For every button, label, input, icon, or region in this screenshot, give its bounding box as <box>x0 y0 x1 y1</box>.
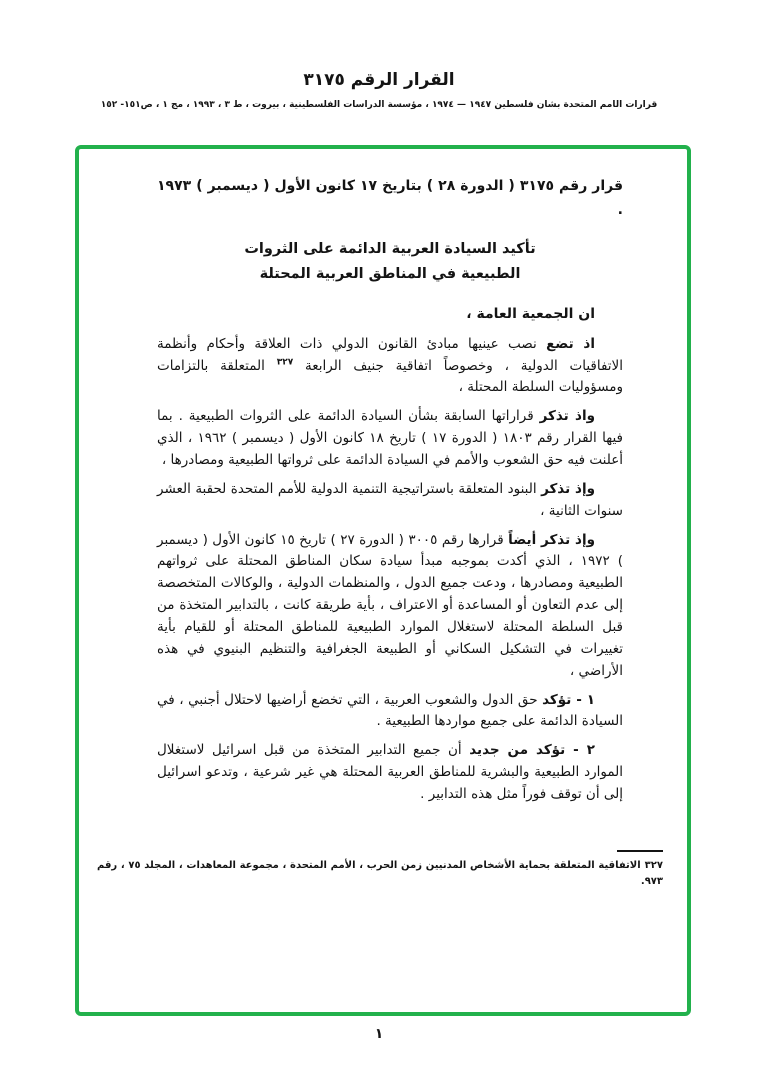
paragraph-text: المتعلقة بالتزامات ومسؤوليات السلطة المحتلة ، <box>157 357 623 396</box>
resolution-title-line1: تأكيد السيادة العربية الدائمة على الثروات <box>244 240 536 257</box>
footnote-text: الاتفاقية المتعلقة بحماية الأشخاص المدنيين زمن الحرب ، الأمم المتحدة ، مجموعة المعاهدات ، المجلد ٧٥ ، رقم ٩٧٣. <box>97 859 663 887</box>
resolution-title-line2: الطبيعية في المناطق العربية المحتلة <box>259 265 521 282</box>
paragraph-lead: تؤكد من جديد <box>469 742 566 759</box>
preamble-paragraph <box>157 479 623 523</box>
page-title: القرار الرقم ٣١٧٥ <box>303 70 455 90</box>
resolution-frame <box>75 145 691 1016</box>
paragraph-text: قرارها رقم ٣٠٠٥ ( الدورة ٢٧ ) تاريخ ١٥ كانون الأول ( ديسمبر ) ١٩٧٢ ، الذي أكدت بموجبه مبدأ سيادة سكان المناطق المحتلة على ثرواتهم الطبيعية ومصادرها ، ودعت جميع الدول ، والمنظمات الدولية ، والوكالات المتخصصة إلى عدم التعاون أو المساعدة أو الاعتراف ، بأية طريقة كانت ، بالتدابير المتخذة من قبل السلطة المحتلة لاستغلال الموارد الطبيعية للمناطق المحتلة أو للقيام بأية تغييرات في التشكيل السكاني أو الطبيعة الجغرافية والتنظيم البنيوي في هذه الأراضي ، <box>157 531 623 679</box>
source-citation: قرارات الأمم المتحدة بشأن فلسطين ١٩٤٧ — ١٩٧٤ ، مؤسسة الدراسات الفلسطينية ، بيروت ، ط ٣ ، ١٩٩٣ ، مج ١ ، ص١٥١- ١٥٢ <box>100 100 658 110</box>
paragraph-lead: اذ تضع <box>546 335 595 352</box>
resolution-title <box>157 237 623 288</box>
operative-paragraph <box>157 740 623 806</box>
operative-paragraph <box>157 690 623 734</box>
paragraph-lead: وإذ تذكر أيضاً <box>508 531 595 548</box>
paragraph-text: البنود المتعلقة باستراتيجية التنمية الدولية للأمم المتحدة لحقبة العشر سنوات الثانية ، <box>157 480 623 519</box>
footnote-marker: ٣٢٧ <box>644 859 663 871</box>
footnote-ref: ٣٢٧ <box>276 357 294 368</box>
preamble-paragraph <box>157 406 623 472</box>
operative-number: ١ - <box>571 691 595 708</box>
paragraph-text: نصب عينيها مبادئ القانون الدولي ذات العلاقة وأحكام وأنظمة الاتفاقيات الدولية ، وخصوصاً اتفاقية جنيف الرابعة <box>157 335 624 374</box>
resolution-content <box>79 149 687 806</box>
paragraph-text: أن جميع التدابير المتخذة من قبل اسرائيل لاستغلال الموارد الطبيعية والبشرية للمناطق العربية المحتلة هي غير شرعية ، وتدعو اسرائيل إلى أن توقف فوراً مثل هذه التدابير . <box>157 742 623 803</box>
footnote-separator <box>617 850 663 852</box>
paragraph-lead: تؤكد <box>542 691 572 708</box>
preamble-paragraph <box>157 530 623 683</box>
footnote-area <box>97 850 663 890</box>
assembly-opener: ان الجمعية العامة ، <box>466 306 595 323</box>
preamble-paragraph <box>157 334 623 400</box>
paragraph-text: حق الدول والشعوب العربية ، التي تخضع أراضيها لاحتلال أجنبي ، في السيادة الدائمة على جميع مواردها الطبيعية . <box>157 691 623 730</box>
resolution-intro: قرار رقم ٣١٧٥ ( الدورة ٢٨ ) بتاريخ ١٧ كانون الأول ( ديسمبر ) ١٩٧٣ . <box>157 178 624 218</box>
paragraph-lead: وإذ تذكر <box>541 480 595 497</box>
paragraph-lead: واذ تذكر <box>539 408 595 425</box>
paragraph-text: قراراتها السابقة بشأن السيادة الدائمة على الثروات الطبيعية . بما فيها القرار رقم ١٨٠٣ ( الدورة ١٧ ) تاريخ ١٨ كانون الأول ( ديسمبر ) ١٩٦٢ ، الذي أعلنت فيه حق الشعوب والأمم في السيادة الدائمة على ثرواتها الطبيعية ومصادرها ، <box>157 408 623 469</box>
operative-number: ٢ - <box>565 742 595 759</box>
footnote <box>97 858 663 890</box>
page-number: ١ <box>374 1026 384 1042</box>
